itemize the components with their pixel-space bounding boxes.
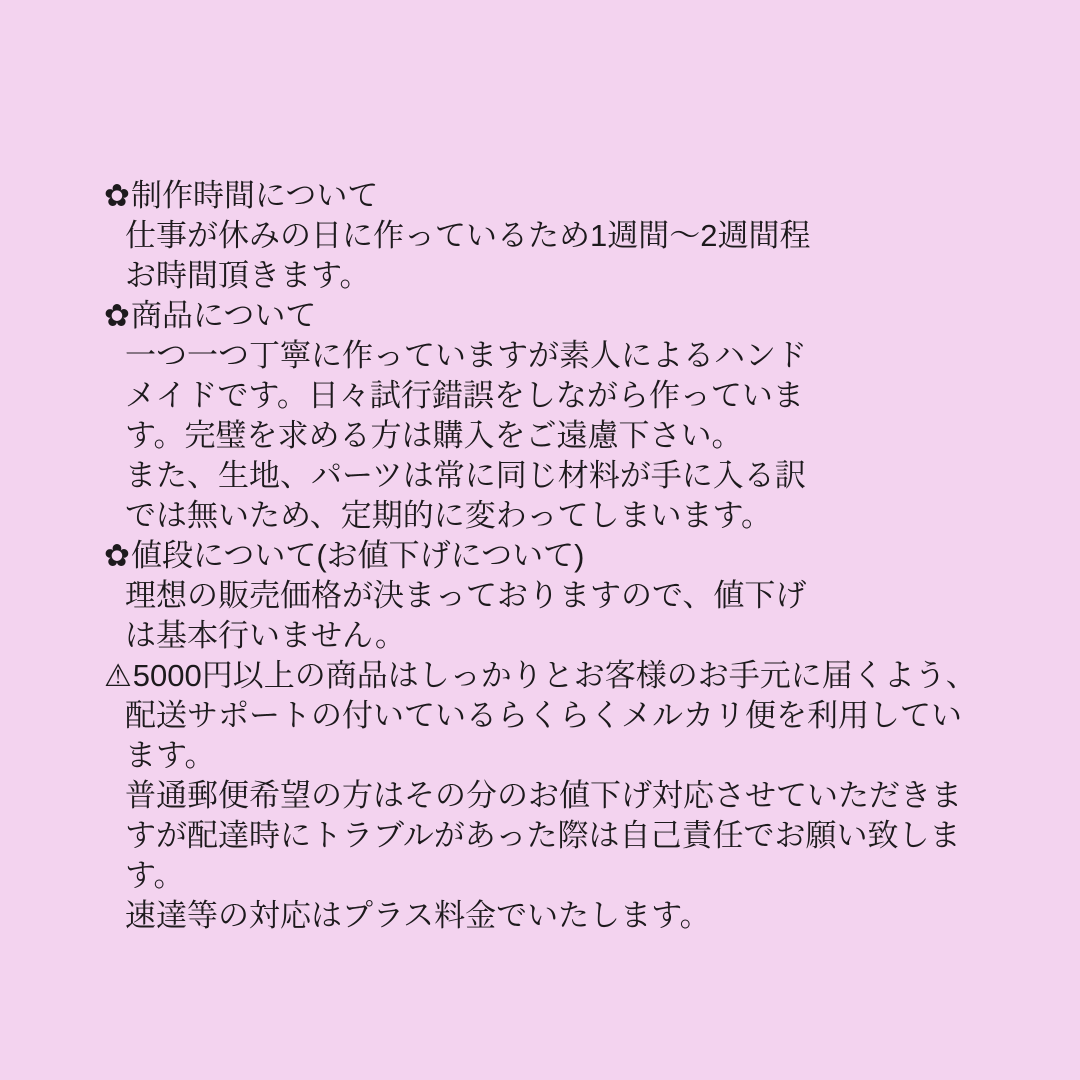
- section-title: 制作時間について: [130, 178, 379, 213]
- notice-line: [104, 696, 1004, 736]
- notice-line: [104, 816, 1004, 856]
- notice-line: [104, 296, 1004, 336]
- notice-line: [104, 176, 1004, 216]
- line-text: 配送サポートの付いているらくらくメルカリ便を利用してい: [125, 698, 962, 733]
- line-text: メイドです。日々試行錯誤をしながら作っていま: [125, 378, 804, 413]
- line-text: 理想の販売価格が決まっておりますので、値下げ: [125, 578, 807, 613]
- line-text: 仕事が休みの日に作っているため1週間〜2週間程: [125, 218, 811, 253]
- notice-line: [104, 616, 1004, 656]
- line-text: す。: [125, 858, 185, 893]
- line-text: 普通郵便希望の方はその分のお値下げ対応させていただきま: [125, 778, 962, 813]
- line-text: す。完璧を求める方は購入をご遠慮下さい。: [125, 418, 743, 453]
- line-text: お時間頂きます。: [125, 258, 371, 293]
- section-title: 値段について(お値下げについて): [130, 538, 585, 573]
- notice-line: [104, 216, 1004, 256]
- line-text: 5000円以上の商品はしっかりとお客様のお手元に届くよう、: [132, 658, 977, 693]
- notice-line: [104, 856, 1004, 896]
- notice-line: [104, 576, 1004, 616]
- line-text: は基本行いません。: [125, 618, 406, 653]
- line-text: では無いため、定期的に変わってしまいます。: [125, 498, 772, 533]
- notice-text-block: [104, 176, 1004, 936]
- flower-bullet-icon: ✿: [104, 178, 130, 213]
- flower-bullet-icon: ✿: [104, 298, 130, 333]
- notice-line: [104, 376, 1004, 416]
- notice-line: [104, 496, 1004, 536]
- warning-icon: ⚠: [104, 658, 132, 693]
- line-text: 速達等の対応はプラス料金でいたします。: [125, 898, 711, 933]
- notice-line: [104, 456, 1004, 496]
- line-text: ます。: [125, 738, 216, 773]
- notice-line: [104, 256, 1004, 296]
- notice-line: [104, 416, 1004, 456]
- notice-line: [104, 536, 1004, 576]
- line-text: また、生地、パーツは常に同じ材料が手に入る訳: [125, 458, 806, 493]
- notice-line: [104, 776, 1004, 816]
- line-text: すが配達時にトラブルがあった際は自己責任でお願い致しま: [125, 818, 961, 853]
- flower-bullet-icon: ✿: [104, 538, 130, 573]
- line-text: 一つ一つ丁寧に作っていますが素人によるハンド: [125, 338, 807, 373]
- notice-line: [104, 336, 1004, 376]
- section-title: 商品について: [130, 298, 317, 333]
- notice-line: [104, 896, 1004, 936]
- notice-line: [104, 656, 1004, 696]
- notice-line: [104, 736, 1004, 776]
